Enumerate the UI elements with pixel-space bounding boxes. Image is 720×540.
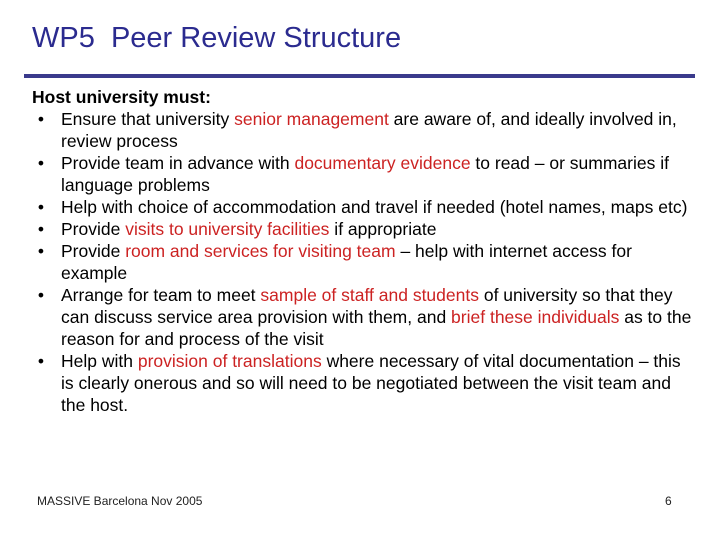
bullet-text: Provide team in advance with <box>61 153 295 173</box>
highlighted-phrase: provision of translations <box>137 351 322 371</box>
bullet-item <box>32 350 697 416</box>
highlighted-phrase: brief these individuals <box>451 307 620 327</box>
body-heading: Host university must: <box>32 87 211 107</box>
bullet-list <box>32 108 697 416</box>
highlighted-phrase: room and services for visiting team <box>125 241 396 261</box>
highlighted-phrase: visits to university facilities <box>125 219 330 239</box>
slide-title: WP5 Peer Review Structure <box>32 22 402 54</box>
bullet-icon: • <box>37 197 45 217</box>
bullet-icon: • <box>37 351 45 371</box>
bullet-text: where necessary of vital documentation – this is clearly onerous and so will need to be negotiated between the visit team and the host. <box>61 351 681 415</box>
bullet-item <box>32 108 697 152</box>
bullet-text: of university so that they can discuss service area provision with them, and <box>61 285 673 327</box>
bullet-text: Provide <box>61 241 126 261</box>
bullet-icon: • <box>37 285 45 305</box>
bullet-text: if appropriate <box>329 219 437 239</box>
bullet-text: Ensure that university <box>61 109 235 129</box>
highlighted-phrase: documentary evidence <box>294 153 471 173</box>
footer-text: MASSIVE Barcelona Nov 2005 <box>37 494 203 508</box>
bullet-item <box>32 218 697 240</box>
bullet-item <box>32 196 697 218</box>
bullet-text: Help with choice of accommodation and travel if needed (hotel names, maps etc) <box>61 197 688 217</box>
bullet-icon: • <box>37 219 45 239</box>
bullet-icon: • <box>37 109 45 129</box>
bullet-text: as to the reason for and process of the visit <box>61 307 692 349</box>
highlighted-phrase: sample of staff and students <box>260 285 479 305</box>
bullet-item <box>32 240 697 284</box>
page-number: 6 <box>665 494 672 508</box>
bullet-text: Help with <box>61 351 138 371</box>
title-divider <box>24 74 695 78</box>
bullet-item <box>32 152 697 196</box>
bullet-text: to read – or summaries if language problems <box>61 153 669 195</box>
slide-body <box>32 86 697 416</box>
bullet-text: Arrange for team to meet <box>61 285 261 305</box>
bullet-icon: • <box>37 241 45 261</box>
bullet-item <box>32 284 697 350</box>
bullet-text: are aware of, and ideally involved in, review process <box>61 109 677 151</box>
highlighted-phrase: senior management <box>234 109 389 129</box>
bullet-icon: • <box>37 153 45 173</box>
bullet-text: – help with internet access for example <box>61 241 632 283</box>
bullet-text: Provide <box>61 219 126 239</box>
